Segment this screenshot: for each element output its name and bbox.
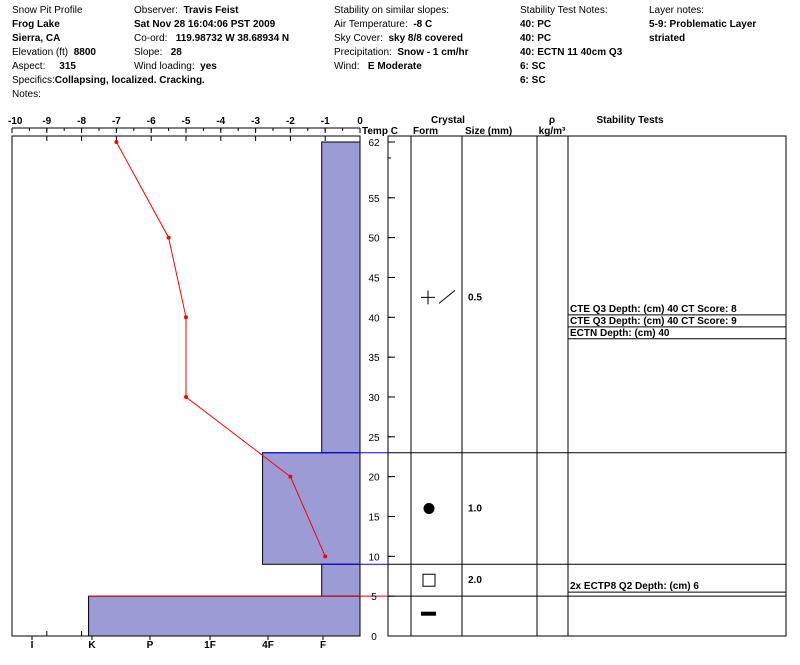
- size-header: Size (mm): [465, 126, 513, 137]
- coord-label: Co-ord:: [134, 33, 168, 44]
- stability-header: Stability Tests: [596, 115, 664, 126]
- temp-tick-label: -7: [111, 116, 121, 127]
- depth-tick-label: 55: [368, 193, 380, 205]
- hardness-bar: [263, 453, 360, 565]
- crystal-size: 1.0: [468, 503, 482, 515]
- depth-tick-label: 25: [368, 432, 380, 444]
- temp-tick-label: -9: [42, 116, 52, 127]
- observer-value: Travis Feist: [183, 5, 239, 16]
- region: Sierra, CA: [12, 33, 61, 44]
- hardness-bar: [89, 596, 360, 636]
- wind-value: E Moderate: [367, 61, 422, 72]
- slope-label: Slope:: [134, 47, 163, 58]
- temperature-point: [323, 554, 327, 558]
- hardness-tick-label: F: [319, 640, 327, 651]
- crystal-size: 0.5: [468, 292, 482, 304]
- depth-tick-label: 62: [368, 138, 380, 149]
- stability-note: 6: SC: [520, 61, 546, 72]
- air-temp-label: Air Temperature:: [334, 19, 408, 30]
- precip-label: Precipitation:: [334, 47, 392, 58]
- coord-value: 119.98732 W 38.68934 N: [175, 33, 290, 44]
- stability-note: 40: PC: [520, 33, 552, 44]
- layer-table: [413, 115, 786, 616]
- specifics-value: Collapsing, localized. Cracking.: [54, 75, 205, 86]
- aspect-value: 315: [59, 61, 76, 72]
- form-header: Form: [413, 126, 438, 137]
- depth-tick-label: 45: [368, 273, 380, 285]
- hardness-bar: [322, 142, 360, 453]
- specifics-label: Specifics:: [12, 75, 55, 86]
- stability-test-text: ECTN Depth: (cm) 40: [570, 327, 670, 339]
- precipitation-particles-icon: [421, 290, 455, 304]
- temperature-point: [167, 236, 171, 240]
- temp-tick-label: -2: [285, 116, 295, 127]
- faceted-crystals-icon: [423, 574, 435, 586]
- depth-tick-label: 20: [368, 472, 380, 484]
- sky-value: sky 8/8 covered: [388, 33, 463, 44]
- precip-value: Snow - 1 cm/hr: [397, 47, 469, 58]
- observer-label: Observer:: [134, 5, 178, 16]
- profile-title: Snow Pit Profile: [12, 5, 83, 16]
- depth-axis-label: Temp C: [362, 126, 398, 137]
- depth-tick-label: 0: [371, 632, 377, 643]
- depth-tick-label: 35: [368, 353, 380, 365]
- temp-tick-label: -5: [181, 116, 191, 127]
- hardness-bar: [322, 564, 360, 596]
- stability-test-text: CTE Q3 Depth: (cm) 40 CT Score: 9: [570, 315, 737, 327]
- rho-unit-header: kg/m³: [538, 126, 566, 137]
- temp-tick-label: -4: [216, 116, 226, 127]
- location: Frog Lake: [12, 19, 60, 30]
- stability-note: 6: SC: [520, 75, 546, 86]
- notes-label: Notes:: [12, 89, 41, 100]
- hardness-tick-label: K: [88, 640, 96, 651]
- temperature-point: [114, 140, 118, 144]
- stability-note: 40: PC: [520, 19, 552, 30]
- temp-tick-label: -3: [251, 116, 261, 127]
- temp-tick-label: 0: [357, 116, 363, 127]
- temp-tick-label: -8: [77, 116, 87, 127]
- sky-label: Sky Cover:: [334, 33, 383, 44]
- slash: [439, 290, 455, 303]
- hardness-tick-label: I: [30, 640, 34, 651]
- slope-value: 28: [170, 47, 182, 58]
- temperature-point: [184, 315, 188, 319]
- stability-notes-title: Stability Test Notes:: [520, 5, 608, 16]
- datetime: Sat Nov 28 16:04:06 PST 2009: [134, 19, 276, 30]
- aspect-label: Aspect:: [12, 61, 46, 72]
- wind-loading-label: Wind loading:: [134, 61, 195, 72]
- ice-layer-icon: [421, 612, 436, 616]
- air-temp-value: -8 C: [413, 19, 433, 30]
- depth-tick-label: 5: [371, 592, 377, 604]
- crystal-header: Crystal: [431, 115, 465, 126]
- layer-boundaries: [89, 453, 786, 596]
- table-border: [388, 136, 786, 636]
- layer-notes-title: Layer notes:: [649, 5, 705, 16]
- stability-note: 40: ECTN 11 40cm Q3: [520, 47, 623, 58]
- crystal-size: 2.0: [468, 575, 482, 587]
- depth-tick-label: 10: [368, 552, 380, 564]
- depth-tick-label: 50: [368, 233, 380, 245]
- similar-slopes-title: Stability on similar slopes:: [334, 5, 450, 16]
- temperature-point: [288, 475, 292, 479]
- depth-tick-label: 30: [368, 392, 380, 404]
- chart-frame: [12, 128, 786, 636]
- hardness-tick-label: 4F: [262, 640, 274, 651]
- depth-tick-label: 15: [368, 512, 380, 524]
- hardness-bars: [89, 142, 360, 636]
- temp-tick-label: -6: [146, 116, 156, 127]
- stability-test-text: 2x ECTP8 Q2 Depth: (cm) 6: [570, 581, 699, 593]
- wind-label: Wind:: [334, 61, 360, 72]
- temp-tick-label: -1: [320, 116, 330, 127]
- rho-header: ρ: [548, 115, 556, 126]
- stability-test-text: CTE Q3 Depth: (cm) 40 CT Score: 8: [570, 303, 737, 315]
- hardness-tick-label: P: [146, 640, 154, 651]
- temp-tick-label: -10: [8, 116, 23, 127]
- layer-note: striated: [649, 33, 686, 44]
- hardness-tick-label: 1F: [204, 640, 216, 651]
- rounded-grains-icon: [424, 503, 435, 514]
- wind-loading-value: yes: [200, 61, 217, 72]
- depth-tick-label: 40: [368, 313, 380, 325]
- layer-note: 5-9: Problematic Layer: [649, 19, 757, 30]
- elevation-label: Elevation (ft): [12, 47, 69, 58]
- temperature-point: [184, 395, 188, 399]
- elevation-value: 8800: [73, 47, 96, 58]
